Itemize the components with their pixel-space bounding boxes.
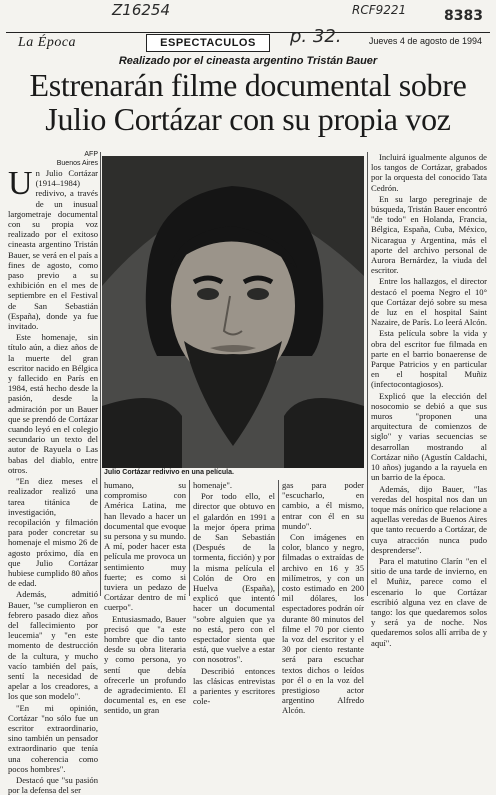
byline-city: Buenos Aires bbox=[56, 160, 98, 167]
paragraph: humano, su compromiso con América Latina, me han llevado a hacer un documental que evoque su persona y su mundo. A mí, poder hacer esta película me provoca un sentimiento muy fuerte; es como si tuviera un pedazo de Cortázar dentro de mí cuerpo". bbox=[104, 480, 186, 613]
paragraph: Entre los hallazgos, el director destacó el poema Negro el 10° que Cortázar dejó sobre su mesa de luz en el hospital Saint Nazaire, de París. Lo leerá Alcón. bbox=[371, 276, 487, 328]
section-label: ESPECTACULOS bbox=[146, 34, 270, 52]
paragraph: Esta película sobre la vida y obra del escritor fue filmada en parte en el barrio bonaerense de Parque Patricios y en particular en el hospital Muñiz (infectocontagiosos). bbox=[371, 328, 487, 390]
article-column-1 bbox=[8, 150, 98, 795]
cortazar-portrait-photo bbox=[102, 156, 364, 468]
drop-cap: U bbox=[8, 165, 33, 202]
paragraph: Por todo ello, el director que obtuvo en el galardón en 1991 a la mejor ópera prima de San Sebastián (Después de la tormenta, ficción) y por la misma película el Colón de Oro en Huelva (España), explicó que intentó hacer un documental "sobre alguien que ya no está, pero con el espectador sienta que está, que vuelve a estar con nosotros". bbox=[193, 491, 275, 665]
paragraph: homenaje". bbox=[193, 480, 233, 490]
photo-caption: Julio Cortázar redivivo en una película. bbox=[104, 469, 234, 476]
headline-line-1: Estrenarán filme documental sobre bbox=[29, 67, 467, 103]
paragraph: Con imágenes en color, blanco y negro, filmadas o extraídas de archivo en 16 y 35 milímetros, y con un costo estimado en 200 mil dólares, los espectadores podrán oír durante 80 minutos del filme el 70 por ciento la voz del escritor y el 30 por ciento restante será para escuchar textos dichos o leídos por él o en la voz del prestigioso actor argentino Alfredo Alcón. bbox=[282, 532, 364, 716]
archive-number: Z16254 bbox=[112, 1, 170, 19]
column-rule bbox=[278, 480, 279, 596]
paragraph: Explicó que la elección del nosocomio se debió a que sus muros "proponen una arquitectura de comienzos de siglo" y varias secuencias se desarrollan mostrando al Cortázar niño (Agustín Caldachi, 10 años) jugando a la rayuela en un barrio de la época. bbox=[371, 390, 487, 483]
column-rule bbox=[189, 480, 190, 596]
paragraph: Este homenaje, sin título aún, a diez años de la muerte del gran escritor nacido en Bélgica y fallecido en París en 1984, está hecho desde la pasión, desde la admiración por un Bauer que se prendó de Cortázar cuando leyó en el colegio secundario un texto del autor de Rayuela o Las babas del diablo, entre otros. bbox=[8, 332, 98, 475]
paragraph: Describió entonces las clásicas entrevistas a parientes y escritores cole- bbox=[193, 665, 275, 707]
paragraph: Además, dijo Bauer, "las veredas del hospital nos dan un toque más onírico que relacione a aquellas veredas de Buenos Aires que tanto recuerdo a Cortázar, de cuya atracción nunca pudo desprenderse". bbox=[371, 483, 487, 555]
publication-date: Jueves 4 de agosto de 1994 bbox=[368, 36, 482, 46]
article-column-3 bbox=[193, 480, 275, 707]
newspaper-name: La Época bbox=[18, 35, 77, 50]
paragraph: "En mi opinión, Cortázar "no sólo fue un escritor extraordinario, sino también un pensador extraordinario que tenía una coherencia como pocos hombres". bbox=[8, 702, 98, 774]
paragraph: Para el matutino Clarín "en el sitio de una tarde de invierno, en el Muñiz, parece como el escenario lo que Cortázar escribió alguna vez en clave de tango: los que quedaremos solos y será ya de noche. Nos quedaremos solos allí arriba de y aquí". bbox=[371, 555, 487, 648]
headline-line-2: Julio Cortázar con su propia voz bbox=[45, 101, 451, 137]
paragraph: Además, admitió Bauer, "se cumplieron en febrero pasado diez años del fallecimiento por leucemia" y "en este momento de destrucción de la cultura, y mucho vacío también del país, sentí la necesidad de apelar a los creadores, a los que son modelo". bbox=[8, 589, 98, 702]
page-number: p. 32. bbox=[290, 26, 342, 47]
paragraph: Destacó que "su pasión por la defensa del ser bbox=[8, 774, 98, 795]
column-rule bbox=[367, 152, 368, 596]
paragraph: Entusiasmado, Bauer precisó que "a este hombre que dio tanto desde su obra literaria y como persona, yo sentí que debía ofrecerle un profundo de agradecimiento. El documental es, en ese sentido, un gran bbox=[104, 613, 186, 716]
paragraph: n Julio Cortázar (1914–1984) redivivo, a través de un inusual largometraje documental con su propia voz realizado por el exitoso cineasta argentino Tristán Bauer, se verá en el país a fines de agosto, como paso previo a su exhibición en el mes de septiembre en el Festival de San Sebastián (España), donde ya fue invitado. bbox=[8, 168, 98, 332]
headline bbox=[0, 68, 496, 136]
column-rule bbox=[100, 152, 101, 596]
paragraph: gas para poder "escucharlo, en cambio, a él mismo, entrar con él en su mundo". bbox=[282, 480, 364, 531]
article-column-4 bbox=[282, 480, 364, 716]
article-column-2 bbox=[104, 480, 186, 716]
corner-number: 8383 bbox=[444, 8, 483, 24]
masthead-rule bbox=[6, 32, 490, 33]
kicker: Realizado por el cineasta argentino Tristán Bauer bbox=[118, 55, 378, 67]
portrait-illustration bbox=[102, 156, 364, 468]
article-column-5 bbox=[371, 152, 487, 648]
paragraph: "En diez meses el realizador realizó una tarea titánica de investigación, recopilación y filmación para poder concretar su homenaje el mismo 26 de agosto próximo, día en que Julio Cortázar hubiese cumplido 80 años de edad. bbox=[8, 476, 98, 589]
reference-code: RCF9221 bbox=[352, 3, 407, 17]
byline-agency: AFP bbox=[84, 151, 98, 158]
paragraph: En su largo peregrinaje de búsqueda, Tristán Bauer encontró "de todo" en Holanda, Francia, Bélgica, España, Cuba, México, Nicaragua y Argentina, más el aporte del archivo personal de Aurora Bernárdez, la viuda del escritor. bbox=[371, 193, 487, 276]
paragraph: Incluirá igualmente algunos de los tangos de Cortázar, grabados por la orquesta del conocido Tata Cedrón. bbox=[371, 152, 487, 193]
